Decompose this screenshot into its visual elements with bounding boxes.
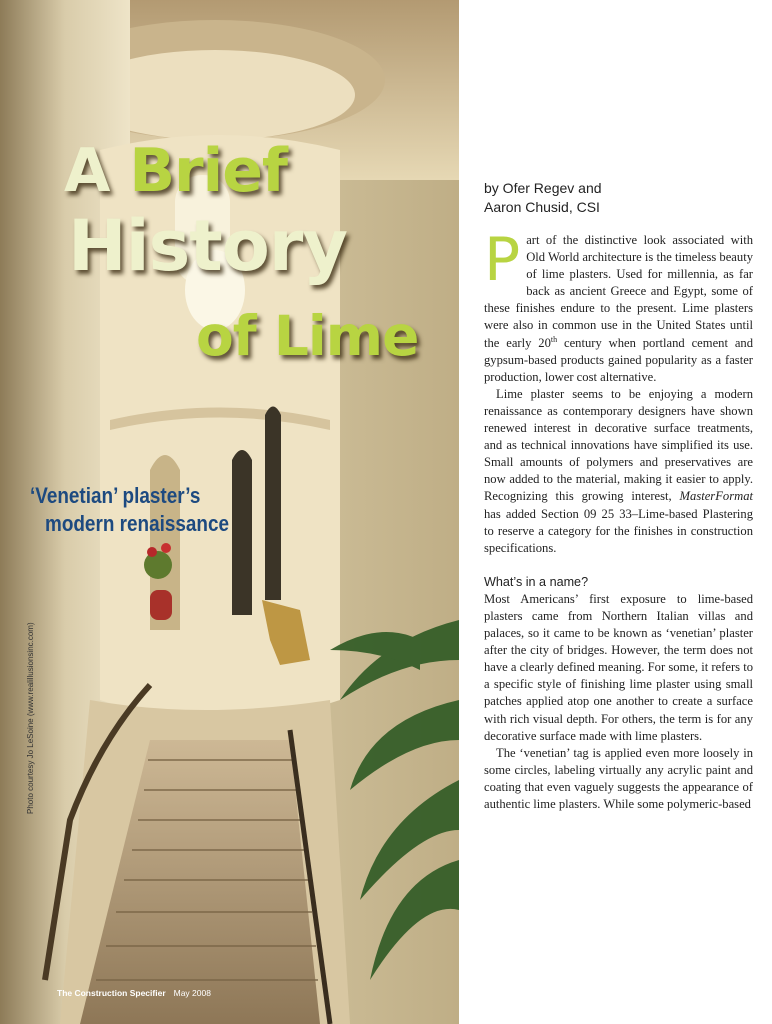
byline — [484, 179, 602, 217]
masterformat-italic: MasterFormat — [679, 489, 753, 504]
paragraph-1 — [484, 225, 754, 386]
byline-line-2: Aaron Chusid, CSI — [484, 199, 600, 215]
paragraph-2-text-a: Lime plaster seems to be enjoying a modern renaissance as contemporary designers have shown renewed interest in decorative surface treatments, and as technical innovations have simplified its use. Small amounts of polymers and preservatives are now added to the material, making it easier to apply. Recognizing this growing interest, — [484, 386, 753, 504]
issue-date: May 2008 — [173, 988, 211, 998]
title-word-brief: Brief — [129, 136, 288, 206]
paragraph-3: Most Americans’ first exposure to lime-based plasters came from Northern Italian villas and palaces, so it came to be known as ‘venetian’ plaster after the city of bridges. However, the term does not have a clearly defined meaning. For some, it refers to a specific style of finishing lime plaster using small patches applied atop one another to create a surface with rich visual depth. For others, the term is for any decorative surface made with lime plasters. — [484, 591, 753, 743]
page-footer — [57, 988, 211, 998]
superscript-th: th — [550, 334, 558, 344]
title-word-of-lime: of Lime — [196, 304, 419, 368]
paragraph-1-text-a: art of the distinctive look associated with Old World architecture is the timeless beauty of lime plasters. Used for millennia, as far back as ancient Greece and Egypt, some of these finishes endure to the present. Lime plasters were also in common use in the United States until the early 20 — [484, 233, 753, 350]
subtitle-line-1: ‘Venetian’ plaster’s — [30, 483, 201, 508]
paragraph-1-text-b: century when portland cement and gypsum-based products gained popularity as a faster production, lower cost alternative. — [484, 335, 754, 384]
title-line-1 — [64, 138, 287, 204]
subtitle-line-2: modern renaissance — [45, 511, 230, 536]
section-heading: What’s in a name? — [484, 574, 589, 589]
title-word-a: A — [64, 136, 110, 206]
article-body — [484, 225, 754, 813]
drop-cap: P — [484, 225, 521, 295]
paragraph-2 — [484, 386, 753, 557]
paragraph-4: The ‘venetian’ tag is applied even more loosely in some circles, labeling virtually any acrylic paint and coating that even vaguely suggests the appearance of authentic lime plasters. While some polymeric-based — [484, 745, 753, 811]
byline-line-1: by Ofer Regev and — [484, 180, 602, 196]
paragraph-2-text-b: has added Section 09 25 33–Lime-based Plastering to reserve a category for the finishes in construction specifications. — [484, 506, 753, 555]
title-word-history: History — [68, 205, 347, 287]
publication-name: The Construction Specifier — [57, 988, 166, 998]
photo-credit: Photo courtesy Jo LeSoine (www.realillusionsinc.com) — [26, 622, 35, 814]
